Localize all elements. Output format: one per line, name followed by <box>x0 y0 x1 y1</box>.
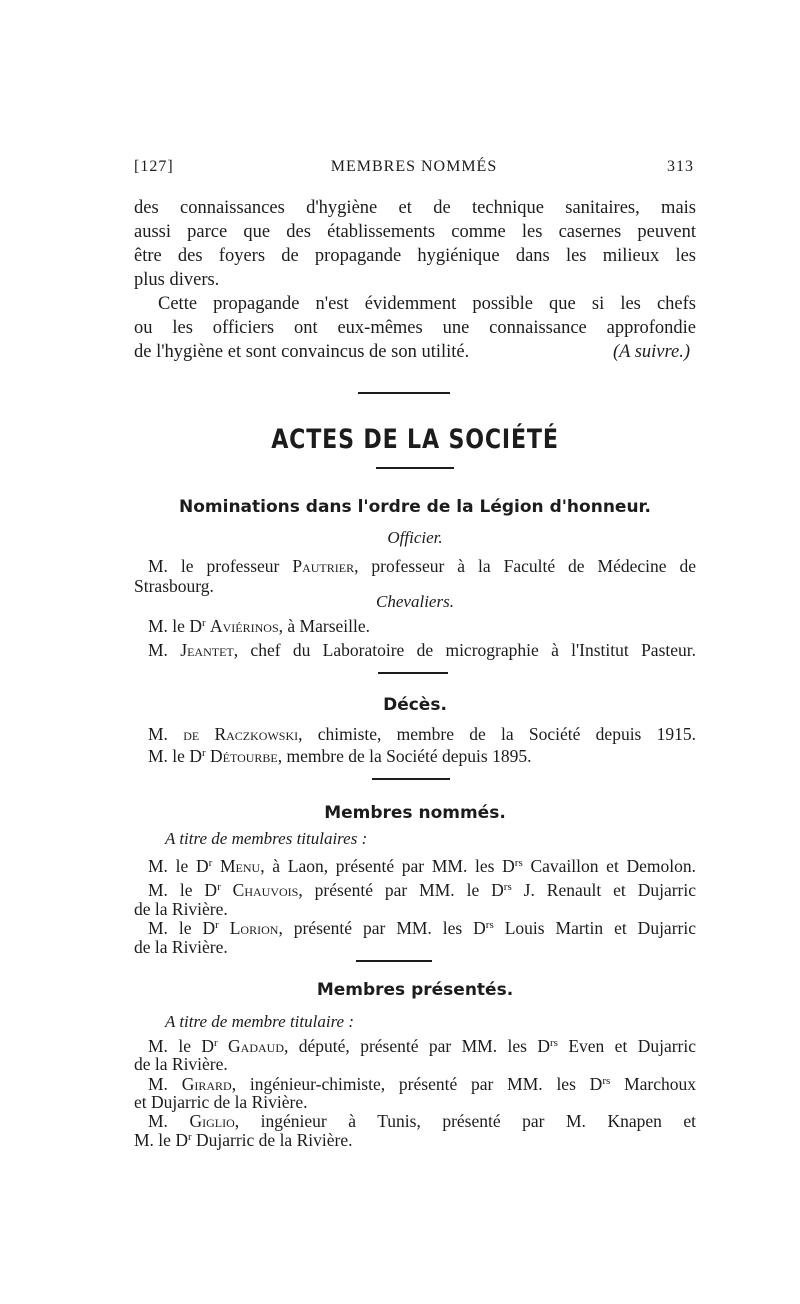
text: M. le professeur <box>148 556 280 576</box>
superscript: rs <box>514 857 523 869</box>
text: M. le D <box>148 1036 214 1056</box>
separator-rule <box>376 467 454 469</box>
person-name: Lorion <box>229 918 279 938</box>
person-name: de Raczkowski <box>183 724 299 744</box>
separator-rule <box>372 778 450 780</box>
membre-nomme-1 <box>148 856 696 877</box>
text: , professeur à la Faculté de Médecine de <box>354 556 696 576</box>
officier-caption: Officier. <box>387 528 443 547</box>
deces-line-1 <box>148 724 696 745</box>
separator-rule <box>356 960 432 962</box>
membre-presente-2-cont: et Dujarric de la Rivière. <box>134 1092 308 1112</box>
page-number: 313 <box>667 158 694 175</box>
text: , chimiste, membre de la Société depuis 1915. <box>298 724 696 744</box>
separator-rule <box>378 672 448 674</box>
membre-presente-3 <box>148 1111 696 1132</box>
superscript: r <box>208 857 213 869</box>
person-name: Giglio <box>189 1111 235 1131</box>
superscript: r <box>213 1037 218 1049</box>
person-name: Girard <box>181 1074 232 1094</box>
deces-heading: Décès. <box>383 695 447 715</box>
person-name: Jeantet <box>180 640 234 660</box>
separator-rule <box>358 392 450 394</box>
person-name: Gadaud <box>228 1036 285 1056</box>
superscript: r <box>215 919 219 931</box>
text: , présenté par MM. le D <box>298 880 504 900</box>
officier-line-1 <box>148 556 696 577</box>
membre-presente-3-cont <box>134 1130 696 1151</box>
text: M. le D <box>148 616 202 636</box>
text: M. le D <box>148 746 202 766</box>
chevaliers-caption: Chevaliers. <box>376 592 454 611</box>
superscript: r <box>201 617 206 629</box>
intro-line-3: être des foyers de propagande hygiénique dans les milieux les <box>134 246 696 266</box>
text: , ingénieur à Tunis, présenté par M. Knapen et <box>234 1111 697 1131</box>
text: M. <box>148 640 168 660</box>
text: M. le D <box>148 880 218 900</box>
text: , ingénieur-chimiste, présenté par MM. les D <box>231 1074 603 1094</box>
text: M. <box>148 1074 168 1094</box>
text: Cavaillon et Demolon. <box>522 856 697 876</box>
person-name: Menu <box>219 856 261 876</box>
text: , à Marseille. <box>278 616 370 636</box>
nominations-heading: Nominations dans l'ordre de la Légion d'honneur. <box>179 497 651 517</box>
text: , chef du Laboratoire de micrographie à l'Institut Pasteur. <box>233 640 697 660</box>
person-name: Chauvois <box>232 880 299 900</box>
superscript: rs <box>503 881 512 893</box>
intro-line-6: ou les officiers ont eux-mêmes une connaissance approfondie <box>134 318 696 338</box>
membres-presentes-heading: Membres présentés. <box>316 980 514 1000</box>
intro-line-7-text: de l'hygiène et sont convaincus de son utilité. <box>134 342 470 362</box>
membre-presente-1-cont: de la Rivière. <box>134 1054 228 1074</box>
text: M. le D <box>134 1130 188 1150</box>
running-header <box>134 158 694 182</box>
membres-nommes-heading: Membres nommés. <box>324 803 506 823</box>
text: , présenté par MM. les D <box>278 918 486 938</box>
membre-nomme-2 <box>148 880 696 901</box>
text: M. le D <box>148 856 209 876</box>
running-title: MEMBRES NOMMÉS <box>330 158 498 175</box>
superscript: r <box>201 747 206 759</box>
text: Even et Dujarric <box>557 1036 696 1056</box>
membre-nomme-2-cont: de la Rivière. <box>134 899 228 919</box>
section-title: ACTES DE LA SOCIÉTÉ <box>271 424 559 455</box>
chevalier-line-2 <box>148 640 696 661</box>
membres-presentes-subheading: A titre de membre titulaire : <box>165 1012 355 1031</box>
membre-nomme-3 <box>148 918 696 939</box>
text: Marchoux <box>610 1074 696 1094</box>
intro-line-4: plus divers. <box>134 270 220 290</box>
intro-line-1: des connaissances d'hygiène et de technique sanitaires, mais <box>134 198 696 218</box>
person-name: Détourbe <box>210 746 278 766</box>
officier-line-2: Strasbourg. <box>134 576 214 596</box>
superscript: r <box>187 1131 192 1143</box>
to-be-continued: (A suivre.) <box>612 342 690 362</box>
text: J. Renault et Dujarric <box>511 880 696 900</box>
intro-line-5: Cette propagande n'est évidemment possible que si les chefs <box>158 294 696 314</box>
text: , à Laon, présenté par MM. les D <box>260 856 515 876</box>
chevalier-line-1 <box>148 616 696 637</box>
text: M. <box>148 724 168 744</box>
deces-line-2 <box>148 746 696 767</box>
page-ref: [127] <box>134 158 174 175</box>
superscript: rs <box>549 1037 558 1049</box>
superscript: rs <box>602 1075 611 1087</box>
superscript: rs <box>485 919 494 931</box>
intro-line-7 <box>134 340 696 364</box>
membres-nommes-subheading: A titre de membres titulaires : <box>165 829 368 848</box>
text: , député, présenté par MM. les D <box>284 1036 550 1056</box>
text: Dujarric de la Rivière. <box>191 1130 353 1150</box>
text: , membre de la Société depuis 1895. <box>277 746 532 766</box>
text: Louis Martin et Dujarric <box>493 918 696 938</box>
text: M. le D <box>148 918 216 938</box>
superscript: r <box>217 881 221 893</box>
text: M. <box>148 1111 168 1131</box>
person-name: Aviérinos <box>210 616 279 636</box>
person-name: Pautrier <box>292 556 355 576</box>
membre-nomme-3-cont: de la Rivière. <box>134 937 228 957</box>
intro-line-2: aussi parce que des établissements comme les casernes peuvent <box>134 222 696 242</box>
